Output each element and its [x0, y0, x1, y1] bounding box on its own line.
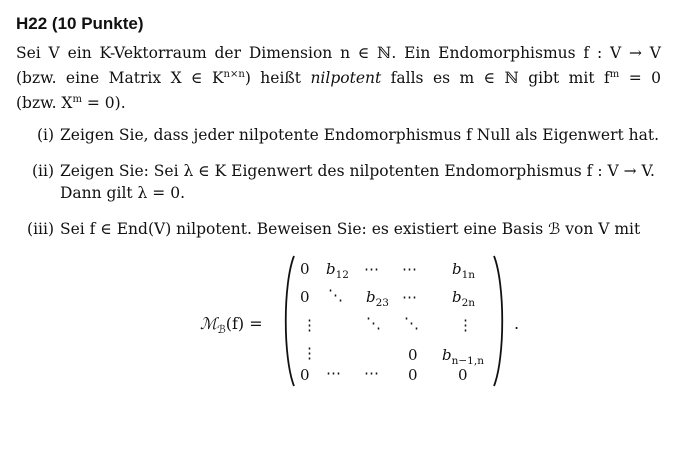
matrix-entry: 0	[458, 366, 468, 384]
matrix-entry: ⋯	[402, 260, 417, 278]
task-i-text: Zeigen Sie, dass jeder nilpotente Endomorphismus f Null als Eigenwert hat.	[60, 126, 660, 144]
task-iii-label: (iii)	[27, 220, 54, 238]
task-ii-text-continued: Dann gilt λ = 0.	[60, 184, 186, 202]
task-ii-label: (ii)	[31, 162, 54, 180]
task-iii-text: Sei f ∈ End(V) nilpotent. Beweisen Sie: es existiert eine Basis ℬ von V mit	[60, 220, 641, 238]
matrix-entry: ⋮	[458, 316, 473, 334]
matrix-entry: $b_{2n}$	[452, 288, 476, 309]
matrix-lhs: ℳ$_ℬ$(f) =	[200, 314, 263, 337]
matrix-entry: 0	[408, 346, 418, 364]
matrix-entry: ⋮	[302, 316, 317, 334]
task-ii	[14, 160, 655, 204]
definition-line-2: (bzw. eine Matrix X ∈ $K^{n\times n}$) heißt nilpotent falls es m ∈ ℕ gibt mit $f^m = 0$	[16, 69, 661, 88]
matrix-left-parenthesis	[280, 254, 298, 388]
matrix-period: .	[514, 314, 520, 333]
task-i	[14, 124, 659, 146]
matrix-entry: $b_{12}$	[326, 260, 349, 281]
matrix-entry: 0	[408, 366, 418, 384]
matrix-right-parenthesis	[490, 254, 508, 388]
definition-paragraph	[16, 42, 661, 114]
definition-line-3: (bzw. $X^m = 0$).	[16, 94, 126, 113]
matrix-entry: 0	[300, 260, 310, 278]
matrix-entry: ⋯	[326, 364, 341, 382]
exercise-heading: H22 (10 Punkte)	[16, 14, 144, 33]
definition-line-1: Sei V ein K-Vektorraum der Dimension n ∈ ℕ. Ein Endomorphismus f : V → V	[16, 44, 661, 62]
task-iii	[14, 218, 640, 240]
matrix-entry: 0	[300, 288, 310, 306]
matrix-entry: $b_{n-1,n}$	[442, 346, 484, 367]
task-i-label: (i)	[36, 126, 54, 144]
matrix-entry: ⋱	[328, 286, 343, 304]
matrix-entry: ⋱	[404, 314, 419, 332]
matrix-entry: ⋯	[364, 260, 379, 278]
matrix-entry: ⋯	[402, 288, 417, 306]
matrix-entry: ⋱	[366, 314, 381, 332]
task-ii-text: Zeigen Sie: Sei λ ∈ K Eigenwert des nilpotenten Endomorphismus f : V → V.	[60, 162, 655, 180]
matrix-entry: 0	[300, 366, 310, 384]
matrix-entry: $b_{1n}$	[452, 260, 476, 281]
matrix-entry: ⋯	[364, 364, 379, 382]
term-nilpotent: nilpotent	[310, 69, 382, 88]
matrix-entry: $b_{23}$	[366, 288, 389, 309]
matrix-entry: ⋮	[302, 344, 317, 362]
